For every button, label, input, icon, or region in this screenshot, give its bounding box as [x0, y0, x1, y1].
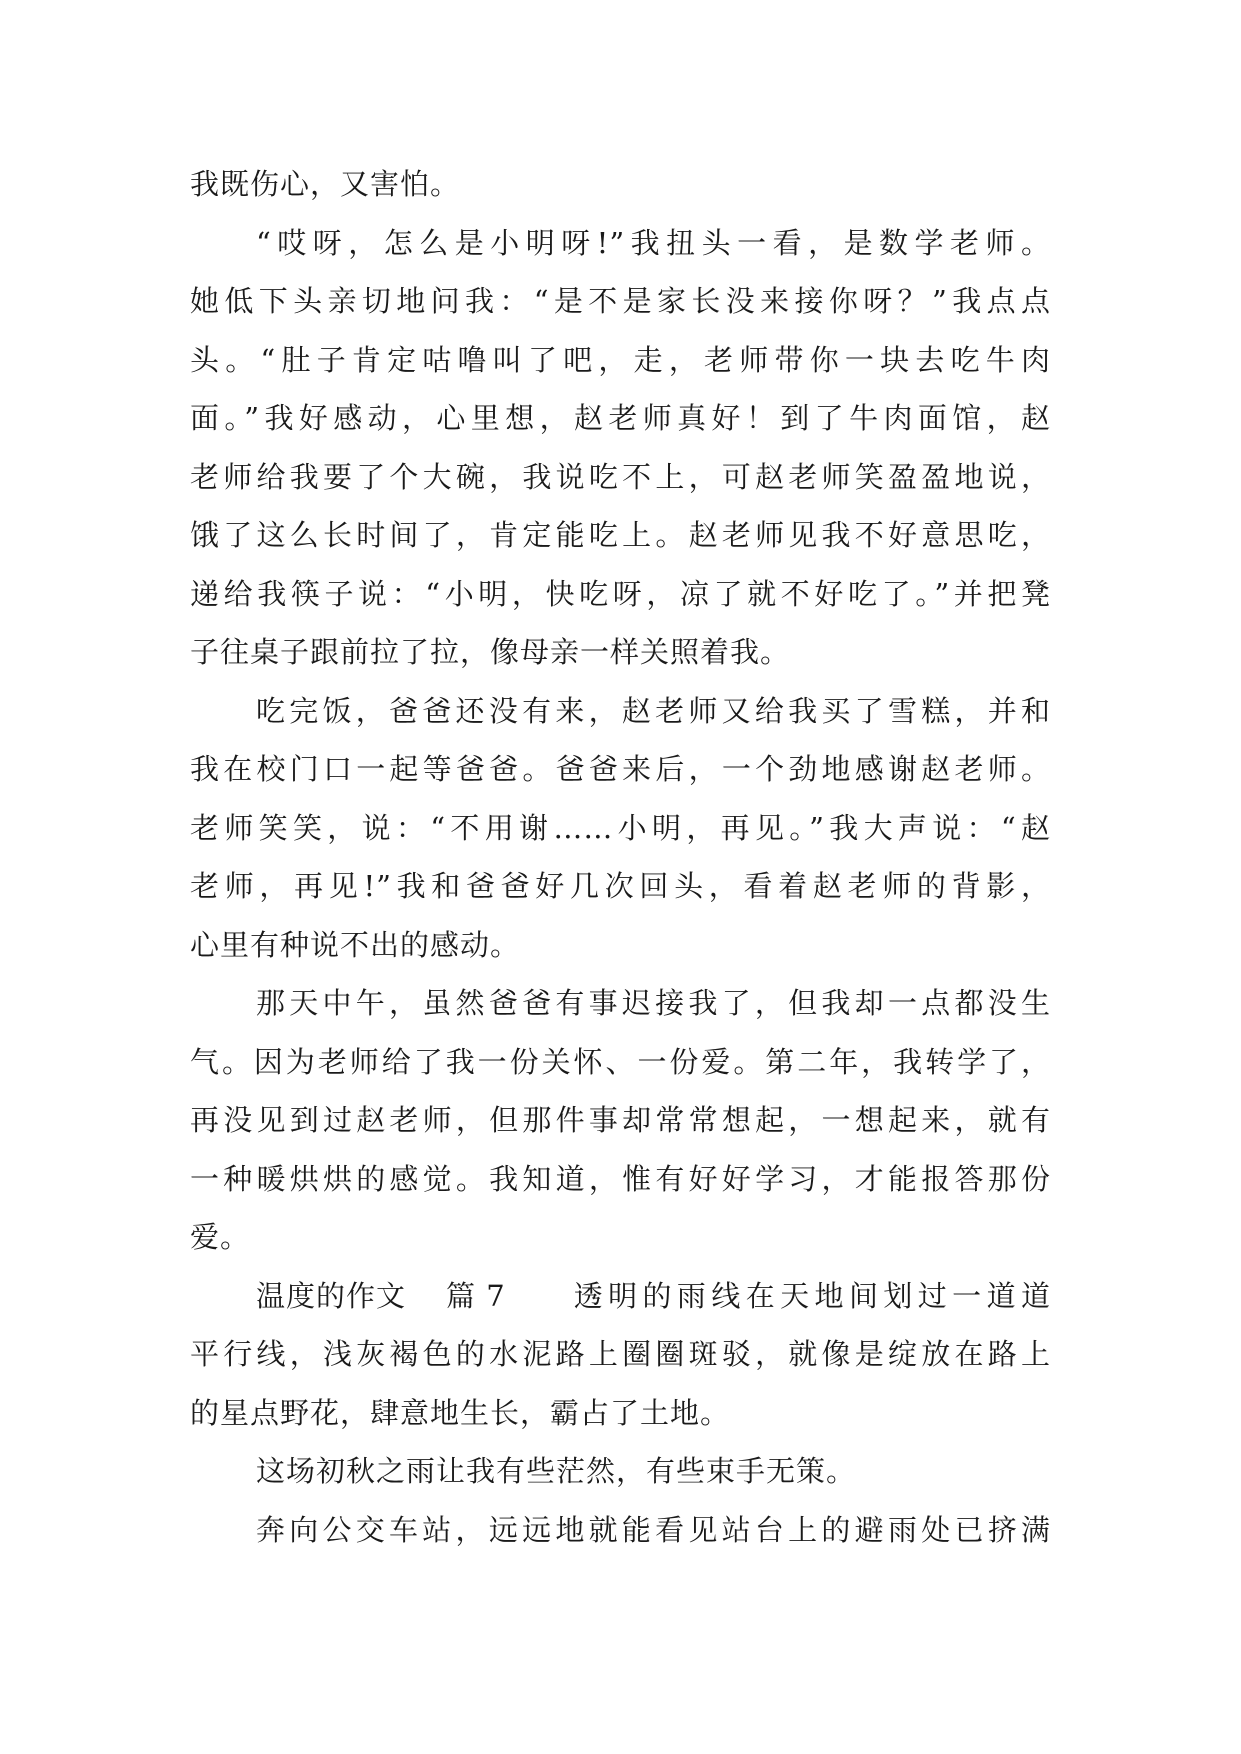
- essay-title: 温度的作文: [256, 1278, 407, 1313]
- paragraph: [190, 1501, 1051, 1560]
- document-body: [190, 155, 1051, 1559]
- text-line: 头。“肚子肯定咕噜叫了吧，走，老师带你一块去吃牛肉: [190, 342, 1051, 377]
- text-line: 吃完饭，爸爸还没有来，赵老师又给我买了雪糕，并和: [256, 693, 1051, 728]
- text-line: 子往桌子跟前拉了拉，像母亲一样关照着我。: [190, 635, 791, 669]
- essay-section: [190, 1267, 1051, 1443]
- text-line: 平行线，浅灰褐色的水泥路上圈圈斑驳，就像是绽放在路上: [190, 1337, 1051, 1371]
- text-line: 她低下头亲切地问我：“是不是家长没来接你呀？”我点点: [190, 284, 1051, 318]
- text-line: 面。”我好感动，心里想，赵老师真好！到了牛肉面馆，赵: [190, 401, 1051, 435]
- text-line: 再没见到过赵老师，但那件事却常常想起，一想起来，就有: [190, 1103, 1051, 1137]
- text-line: 饿了这么长时间了，肯定能吃上。赵老师见我不好意思吃，: [190, 518, 1051, 552]
- paragraph: [190, 682, 1051, 975]
- text-line: 透明的雨线在天地间划过一道道: [573, 1278, 1051, 1313]
- text-line: 气。因为老师给了我一份关怀、一份爱。第二年，我转学了，: [190, 1044, 1051, 1079]
- section-number: 篇 7: [446, 1278, 506, 1313]
- paragraph: [190, 1442, 1051, 1501]
- paragraph: [190, 974, 1051, 1267]
- text-line: 递给我筷子说：“小明，快吃呀，凉了就不好吃了。”并把凳: [190, 576, 1051, 611]
- text-line: 的星点野花，肆意地生长，霸占了土地。: [190, 1395, 731, 1430]
- text-line: 一种暖烘烘的感觉。我知道，惟有好好学习，才能报答那份: [190, 1161, 1051, 1196]
- text-line: 老师，再见!”我和爸爸好几次回头，看着赵老师的背影，: [190, 869, 1051, 903]
- text-line: 老师给我要了个大碗，我说吃不上，可赵老师笑盈盈地说，: [190, 459, 1051, 494]
- text-line: “哎呀，怎么是小明呀!”我扭头一看，是数学老师。: [256, 225, 1051, 260]
- text-line: 那天中午，虽然爸爸有事迟接我了，但我却一点都没生: [256, 986, 1051, 1020]
- paragraph: [190, 155, 1051, 214]
- essay-heading-line: [190, 1267, 1051, 1326]
- text-line: 爱。: [190, 1220, 251, 1254]
- text-line: 老师笑笑，说：“不用谢……小明，再见。”我大声说：“赵: [190, 810, 1051, 845]
- paragraph: [190, 214, 1051, 682]
- text-line: 心里有种说不出的感动。: [190, 927, 521, 962]
- text-line: 我既伤心，又害怕。: [190, 167, 461, 201]
- text-line: 这场初秋之雨让我有些茫然，有些束手无策。: [256, 1454, 857, 1488]
- text-line: 奔向公交车站，远远地就能看见站台上的避雨处已挤满: [256, 1512, 1051, 1547]
- text-line: 我在校门口一起等爸爸。爸爸来后，一个劲地感谢赵老师。: [190, 752, 1051, 786]
